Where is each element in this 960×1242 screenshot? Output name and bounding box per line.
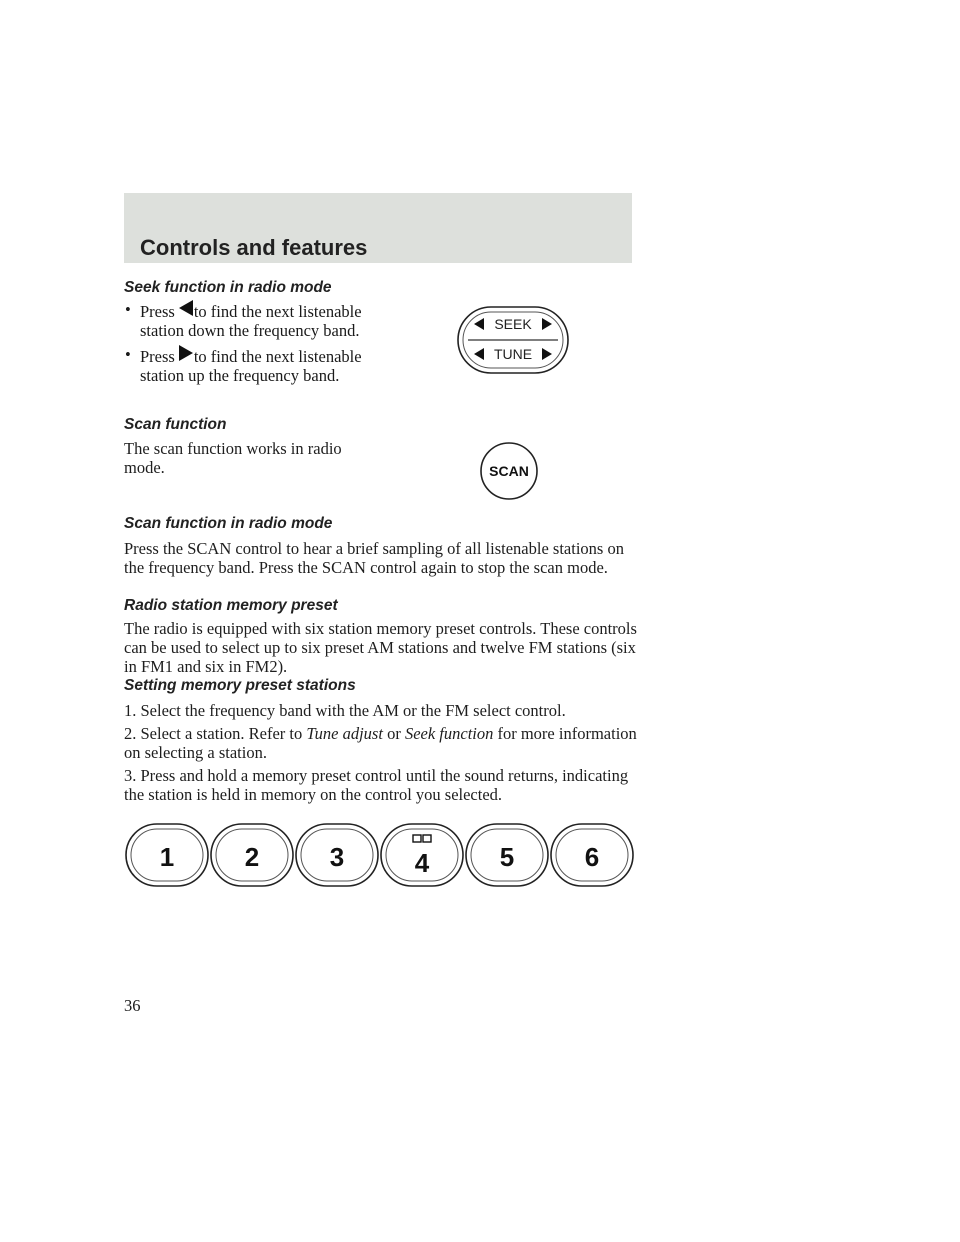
setting-step-3: 3. Press and hold a memory preset control until the sound returns, indicating the station is held in memory on the control you selected. xyxy=(124,766,629,804)
preset-button-2 xyxy=(211,824,293,886)
page-number: 36 xyxy=(124,996,141,1015)
tune-adjust-reference: Tune adjust xyxy=(306,724,383,743)
scan-radio-heading: Scan function in radio mode xyxy=(124,515,333,532)
preset-label-5: 5 xyxy=(499,842,515,872)
section-header xyxy=(124,193,632,263)
scan-control-illustration xyxy=(478,440,540,502)
seek-list xyxy=(124,300,364,390)
preset-button-4 xyxy=(381,824,463,886)
preset-label-1: 1 xyxy=(159,842,175,872)
scan-heading: Scan function xyxy=(124,416,227,433)
seek-up-item: • Press to find the next listenable station up the frequency band. xyxy=(124,345,364,385)
setting-step-2: 2. Select a station. Refer to Tune adjust or Seek function for more information on selecting a station. xyxy=(124,724,637,762)
seek-heading: Seek function in radio mode xyxy=(124,279,332,296)
preset-label-2: 2 xyxy=(244,842,260,872)
seek-down-arrow-icon xyxy=(179,300,193,316)
seek-up-arrow-icon xyxy=(179,345,193,361)
preset-heading: Radio station memory preset xyxy=(124,597,338,614)
section-title: Controls and features xyxy=(140,235,368,260)
seek-function-reference: Seek function xyxy=(404,724,494,743)
preset-button-6 xyxy=(551,824,633,886)
preset-button-3 xyxy=(296,824,378,886)
setting-step-1: 1. Select the frequency band with the AM or the FM select control. xyxy=(124,701,566,720)
preset-label-6: 6 xyxy=(584,842,600,872)
preset-label-4: 4 xyxy=(414,848,430,878)
setting-heading: Setting memory preset stations xyxy=(124,677,356,694)
seek-tune-control-illustration xyxy=(456,305,570,375)
scan-label: SCAN xyxy=(489,463,529,479)
scan-text: The scan function works in radio mode. xyxy=(124,439,342,477)
tune-label: TUNE xyxy=(493,346,533,362)
seek-label: SEEK xyxy=(494,316,532,332)
scan-radio-text: Press the SCAN control to hear a brief sampling of all listenable stations on the frequency band. Press the SCAN control again to stop the scan mode. xyxy=(124,539,624,577)
preset-button-5 xyxy=(466,824,548,886)
seek-down-item: • Press to find the next listenable station down the frequency band. xyxy=(124,300,364,340)
preset-buttons-illustration xyxy=(124,822,636,888)
preset-button-1 xyxy=(126,824,208,886)
preset-text: The radio is equipped with six station memory preset controls. These controls can be used to select up to six preset AM stations and twelve FM stations (six in FM1 and six in FM2). xyxy=(124,619,637,676)
preset-label-3: 3 xyxy=(329,842,345,872)
